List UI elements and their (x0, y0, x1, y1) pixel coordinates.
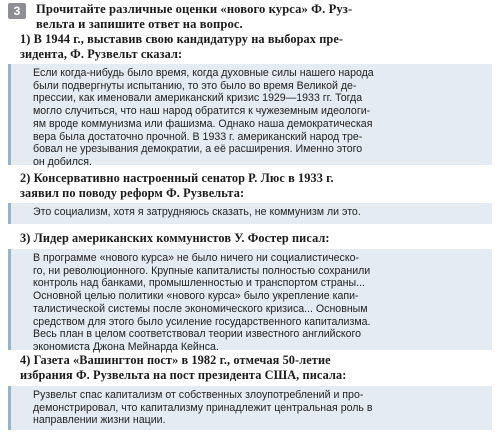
question-line: заявил по поводу реформ Ф. Рузвельта: (20, 186, 245, 200)
quote-line: могло случиться, что наш народ обратится к чужеземным идеологи- (33, 105, 371, 118)
question-line: избрания Ф. Рузвельта на пост президента США, писала: (20, 368, 347, 382)
question-line: 1) В 1944 г., выставив свою кандидатуру на выборах пре- (20, 32, 344, 46)
task-text-line: Прочитайте различные оценки «нового курса» Ф. Руз- (36, 2, 353, 16)
quote-line: Рузвельт спас капитализм от собственных злоупотреблений и про- (33, 389, 364, 401)
quote-line: демонстрировал, что капитализму принадлежит центральная роль в (33, 401, 373, 414)
question-3 (20, 231, 486, 246)
quote-line: были подвергнуты испытанию, то это было во время Великой де- (33, 79, 357, 92)
quote-line: Это социализм, хотя я затрудняюсь сказать, не коммунизм ли это. (33, 206, 361, 218)
task-number-badge: 3 (8, 3, 26, 19)
question-line: 4) Газета «Вашингтон пост» в 1982 г., отмечая 50-летие (20, 353, 331, 367)
question-4 (20, 353, 486, 383)
quote-line: прессии, как именовали американский кризис 1929—1933 гг. Тогда (33, 92, 363, 105)
quote-line: В программе «нового курса» не было ничего ни социалистическо- (33, 252, 360, 264)
quote-line: Весь план в целом соответствовал теории известного английского (33, 328, 362, 341)
question-1 (20, 32, 486, 62)
question-2 (20, 171, 486, 201)
quote-line: экономиста Джона Мейнарда Кейнса. (33, 340, 219, 353)
quote-3 (8, 249, 492, 353)
quote-1 (8, 64, 492, 168)
quote-line: талистической системы после экономического кризиса... Основным (33, 302, 368, 315)
quote-line: вера была достаточно прочной. В 1933 г. американский народ тре- (33, 130, 363, 143)
quote-line: контроль над банками, промышленностью и транспортом страны... (33, 277, 365, 290)
task-text-line: вельта и запишите ответ на вопрос. (36, 17, 243, 31)
quote-4 (8, 386, 492, 430)
question-line: зидента, Ф. Рузвельт сказал: (20, 47, 183, 61)
quote-line: ям вроде коммунизма или фашизма. Однако наша демократическая (33, 117, 373, 130)
question-line: 3) Лидер американских коммунистов У. Фостер писал: (20, 231, 330, 245)
question-line: 2) Консервативно настроенный сенатор Р. Люс в 1933 г. (20, 171, 334, 185)
quote-2 (8, 203, 492, 224)
task-header (13, 2, 488, 32)
quote-line: средством для этого было усиление государственного капитализма. (33, 315, 371, 328)
quote-line: Если когда-нибудь было время, когда духовные силы нашего народа (33, 67, 374, 79)
quote-line: го, ни революционного. Крупные капиталисты полностью сохранили (33, 264, 371, 277)
quote-line: направлении жизни нации. (33, 414, 166, 427)
quote-line: Основной целью политики «нового курса» было укрепление капи- (33, 290, 359, 303)
quote-line: бовал не урезывания демократии, а её расширения. Именно этого (33, 143, 363, 156)
quote-line: он добился. (33, 155, 92, 168)
